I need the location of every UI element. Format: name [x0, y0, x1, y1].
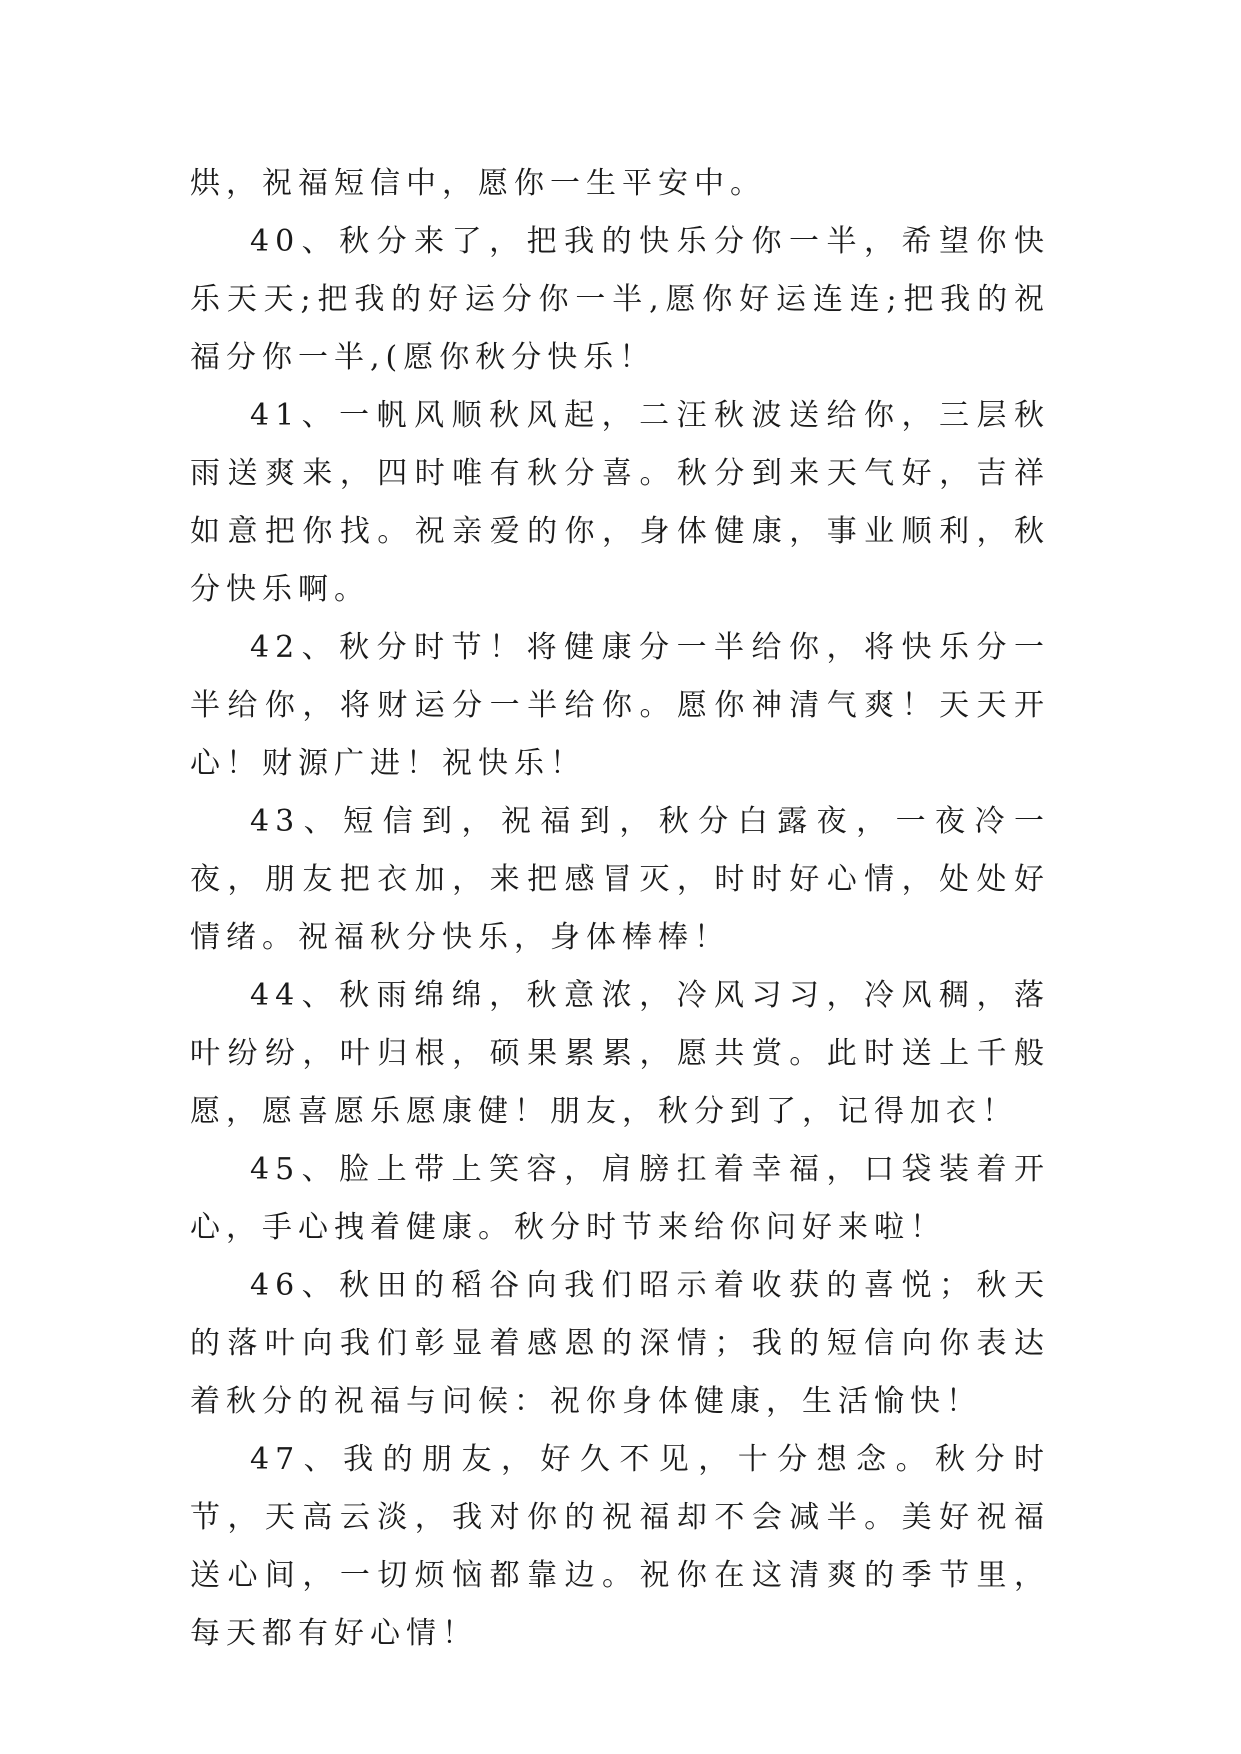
paragraph-47: 47、我的朋友，好久不见，十分想念。秋分时节，天高云淡，我对你的祝福却不会减半。美好祝福送心间，一切烦恼都靠边。祝你在这清爽的季节里，每天都有好心情！ [190, 1442, 1050, 1651]
paragraph-41: 41、一帆风顺秋风起，二汪秋波送给你，三层秋雨送爽来，四时唯有秋分喜。秋分到来天气好，吉祥如意把你找。祝亲爱的你，身体健康，事业顺利，秋分快乐啊。 [190, 398, 1050, 607]
paragraph-44: 44、秋雨绵绵，秋意浓，冷风习习，冷风稠，落叶纷纷，叶归根，硕果累累，愿共赏。此时送上千般愿，愿喜愿乐愿康健！朋友，秋分到了，记得加衣！ [190, 978, 1050, 1129]
paragraph-45: 45、脸上带上笑容，肩膀扛着幸福，口袋装着开心，手心拽着健康。秋分时节来给你问好来啦！ [190, 1152, 1050, 1245]
paragraph-40: 40、秋分来了，把我的快乐分你一半，希望你快乐天天;把我的好运分你一半,愿你好运连连;把我的祝福分你一半,(愿你秋分快乐！ [190, 224, 1050, 375]
paragraph-43: 43、短信到，祝福到，秋分白露夜，一夜冷一夜，朋友把衣加，来把感冒灭，时时好心情，处处好情绪。祝福秋分快乐，身体棒棒！ [190, 804, 1050, 955]
paragraph-continued: 烘，祝福短信中，愿你一生平安中。 [190, 166, 766, 201]
paragraph-42: 42、秋分时节！将健康分一半给你，将快乐分一半给你，将财运分一半给你。愿你神清气爽！天天开心！财源广进！祝快乐！ [190, 630, 1050, 781]
paragraph-46: 46、秋田的稻谷向我们昭示着收获的喜悦；秋天的落叶向我们彰显着感恩的深情；我的短信向你表达着秋分的祝福与问候：祝你身体健康，生活愉快！ [190, 1268, 1050, 1419]
document-body [190, 155, 1050, 1663]
